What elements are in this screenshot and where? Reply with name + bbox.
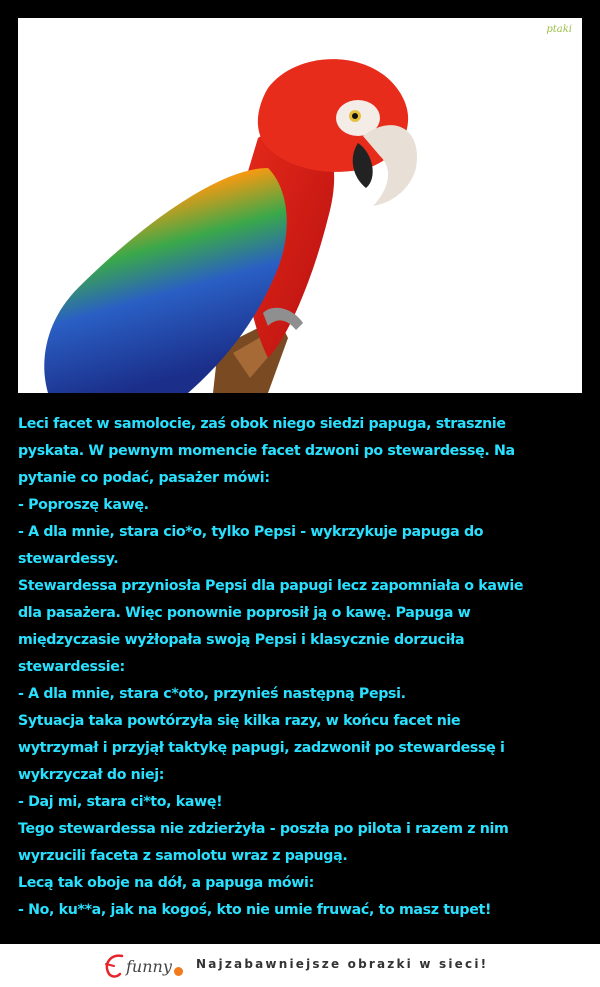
story-line: - A dla mnie, stara cio*o, tylko Pepsi - wykrzykuje papuga do (18, 524, 484, 540)
story-line: wykrzyczał do niej: (18, 767, 165, 783)
story-line: stewardessy. (18, 551, 119, 567)
story-line: Sytuacja taka powtórzyła się kilka razy, w końcu facet nie (18, 713, 461, 729)
watermark-logo: ptaki (546, 24, 572, 35)
story-line: wyrzucili faceta z samolotu wraz z papugą. (18, 848, 348, 864)
story-line: dla pasażera. Więc ponownie poprosił ją o kawę. Papuga w (18, 605, 471, 621)
parrot-illustration (18, 18, 582, 393)
parrot-photo (18, 18, 582, 393)
story-line: międzyczasie wyżłopała swoją Pepsi i klasycznie dorzuciła (18, 632, 465, 648)
logo-text: funny (126, 956, 172, 976)
logo-dot-icon (174, 967, 183, 976)
story-line: Stewardessa przyniosła Pepsi dla papugi lecz zapomniała o kawie (18, 578, 524, 594)
story-line: pyskata. W pewnym momencie facet dzwoni po stewardessę. Na (18, 443, 515, 459)
story-line: wytrzymał i przyjął taktykę papugi, zadzwonił po stewardessę i (18, 740, 505, 756)
story-line: - Poproszę kawę. (18, 497, 149, 513)
joke-text (18, 411, 588, 924)
site-logo[interactable] (100, 952, 183, 980)
site-footer (0, 944, 600, 987)
story-line: Leci facet w samolocie, zaś obok niego siedzi papuga, strasznie (18, 416, 506, 432)
footer-tagline: Najzabawniejsze obrazki w sieci! (196, 957, 489, 971)
story-line: stewardessie: (18, 659, 125, 675)
story-line: Tego stewardessa nie zdzierżyła - poszła po pilota i razem z nim (18, 821, 509, 837)
story-line: - No, ku**a, jak na kogoś, kto nie umie fruwać, to masz tupet! (18, 902, 492, 918)
story-line: Lecą tak oboje na dół, a papuga mówi: (18, 875, 314, 891)
story-line: - A dla mnie, stara c*oto, przynieś następną Pepsi. (18, 686, 406, 702)
story-line: - Daj mi, stara ci*to, kawę! (18, 794, 223, 810)
story-line: pytanie co podać, pasażer mówi: (18, 470, 270, 486)
